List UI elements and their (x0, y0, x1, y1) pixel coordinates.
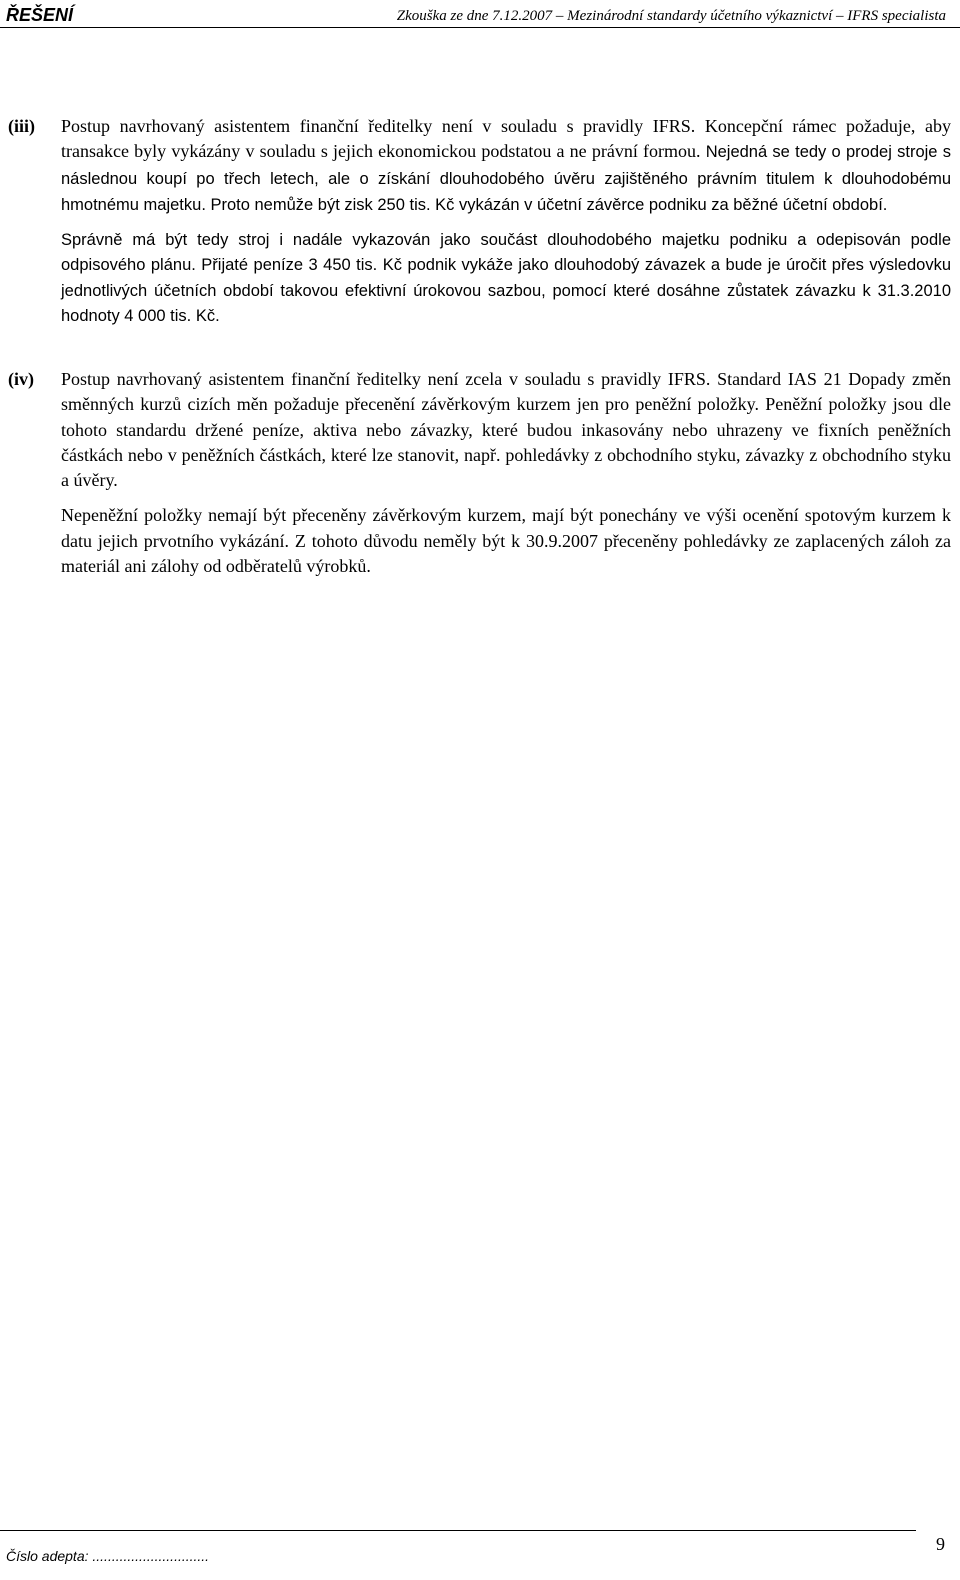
paragraph (61, 114, 951, 218)
page-header (6, 4, 946, 26)
paragraph: Nepeněžní položky nemají být přeceněny závěrkovým kurzem, mají být ponechány ve výši ocenění spotovým kurzem k datu jejich prvotního vykázání. Z tohoto důvodu neměly být k 30.9.2007 přeceněny pohledávky ze zaplacených záloh za materiál ani zálohy od odběratelů výrobků. (61, 505, 951, 577)
paragraph-serif-text: Postup navrhovaný asistentem finanční ředitelky není v souladu s pravidly IFRS. Koncepční rámec požaduje, aby transakce byly vykázány v souladu s jejich ekonomickou podstatou a ne právní formou. (61, 116, 951, 162)
header-exam-title: Zkouška ze dne 7.12.2007 – Mezinárodní standardy účetního výkaznictví – IFRS specialista (396, 8, 946, 24)
item-body (61, 114, 951, 339)
item-number: (iv) (8, 369, 34, 389)
item-body (61, 367, 951, 589)
page-number: 9 (936, 1534, 945, 1554)
item-number: (iii) (8, 116, 35, 136)
header-solution-label: ŘEŠENÍ (6, 5, 74, 25)
header-divider (0, 27, 960, 28)
candidate-number-field: Číslo adepta: .............................. (6, 1548, 210, 1564)
footer-divider (0, 1530, 916, 1531)
paragraph: Správně má být tedy stroj i nadále vykazován jako součást dlouhodobého majetku podniku a odepisován podle odpisového plánu. Přijaté peníze 3 450 tis. Kč podnik vykáže jako dlouhodobý závazek a bude je úročit přes výsledovku jednotlivých účetních období takovou efektivní úrokovou sazbou, pomocí které dosáhne zůstatek závazku k 31.3.2010 hodnoty 4 000 tis. Kč. (61, 231, 951, 326)
paragraph-sans-text: Nejedná se tedy o prodej stroje s následnou koupí po třech letech, ale o získání dlouhodobého úvěru zajištěného právním titulem k dlouhodobému hmotnému majetku. Proto nemůže být zisk 250 tis. Kč vykázán v účetní závěrce podniku za běžné účetní období. (61, 143, 951, 214)
paragraph: Postup navrhovaný asistentem finanční ředitelky není zcela v souladu s pravidly IFRS. Standard IAS 21 Dopady změn směnných kurzů cizích měn požaduje přecenění závěrkovým kurzem jen pro peněžní položky. Peněžní položky jsou dle tohoto standardu držené peníze, aktiva nebo závazky, které budou inkasovány nebo uhrazeny ve fixních peněžních částkách nebo v peněžních částkách, které lze stanovit, např. pohledávky z obchodního styku, závazky z obchodního styku a úvěry. (61, 369, 951, 491)
